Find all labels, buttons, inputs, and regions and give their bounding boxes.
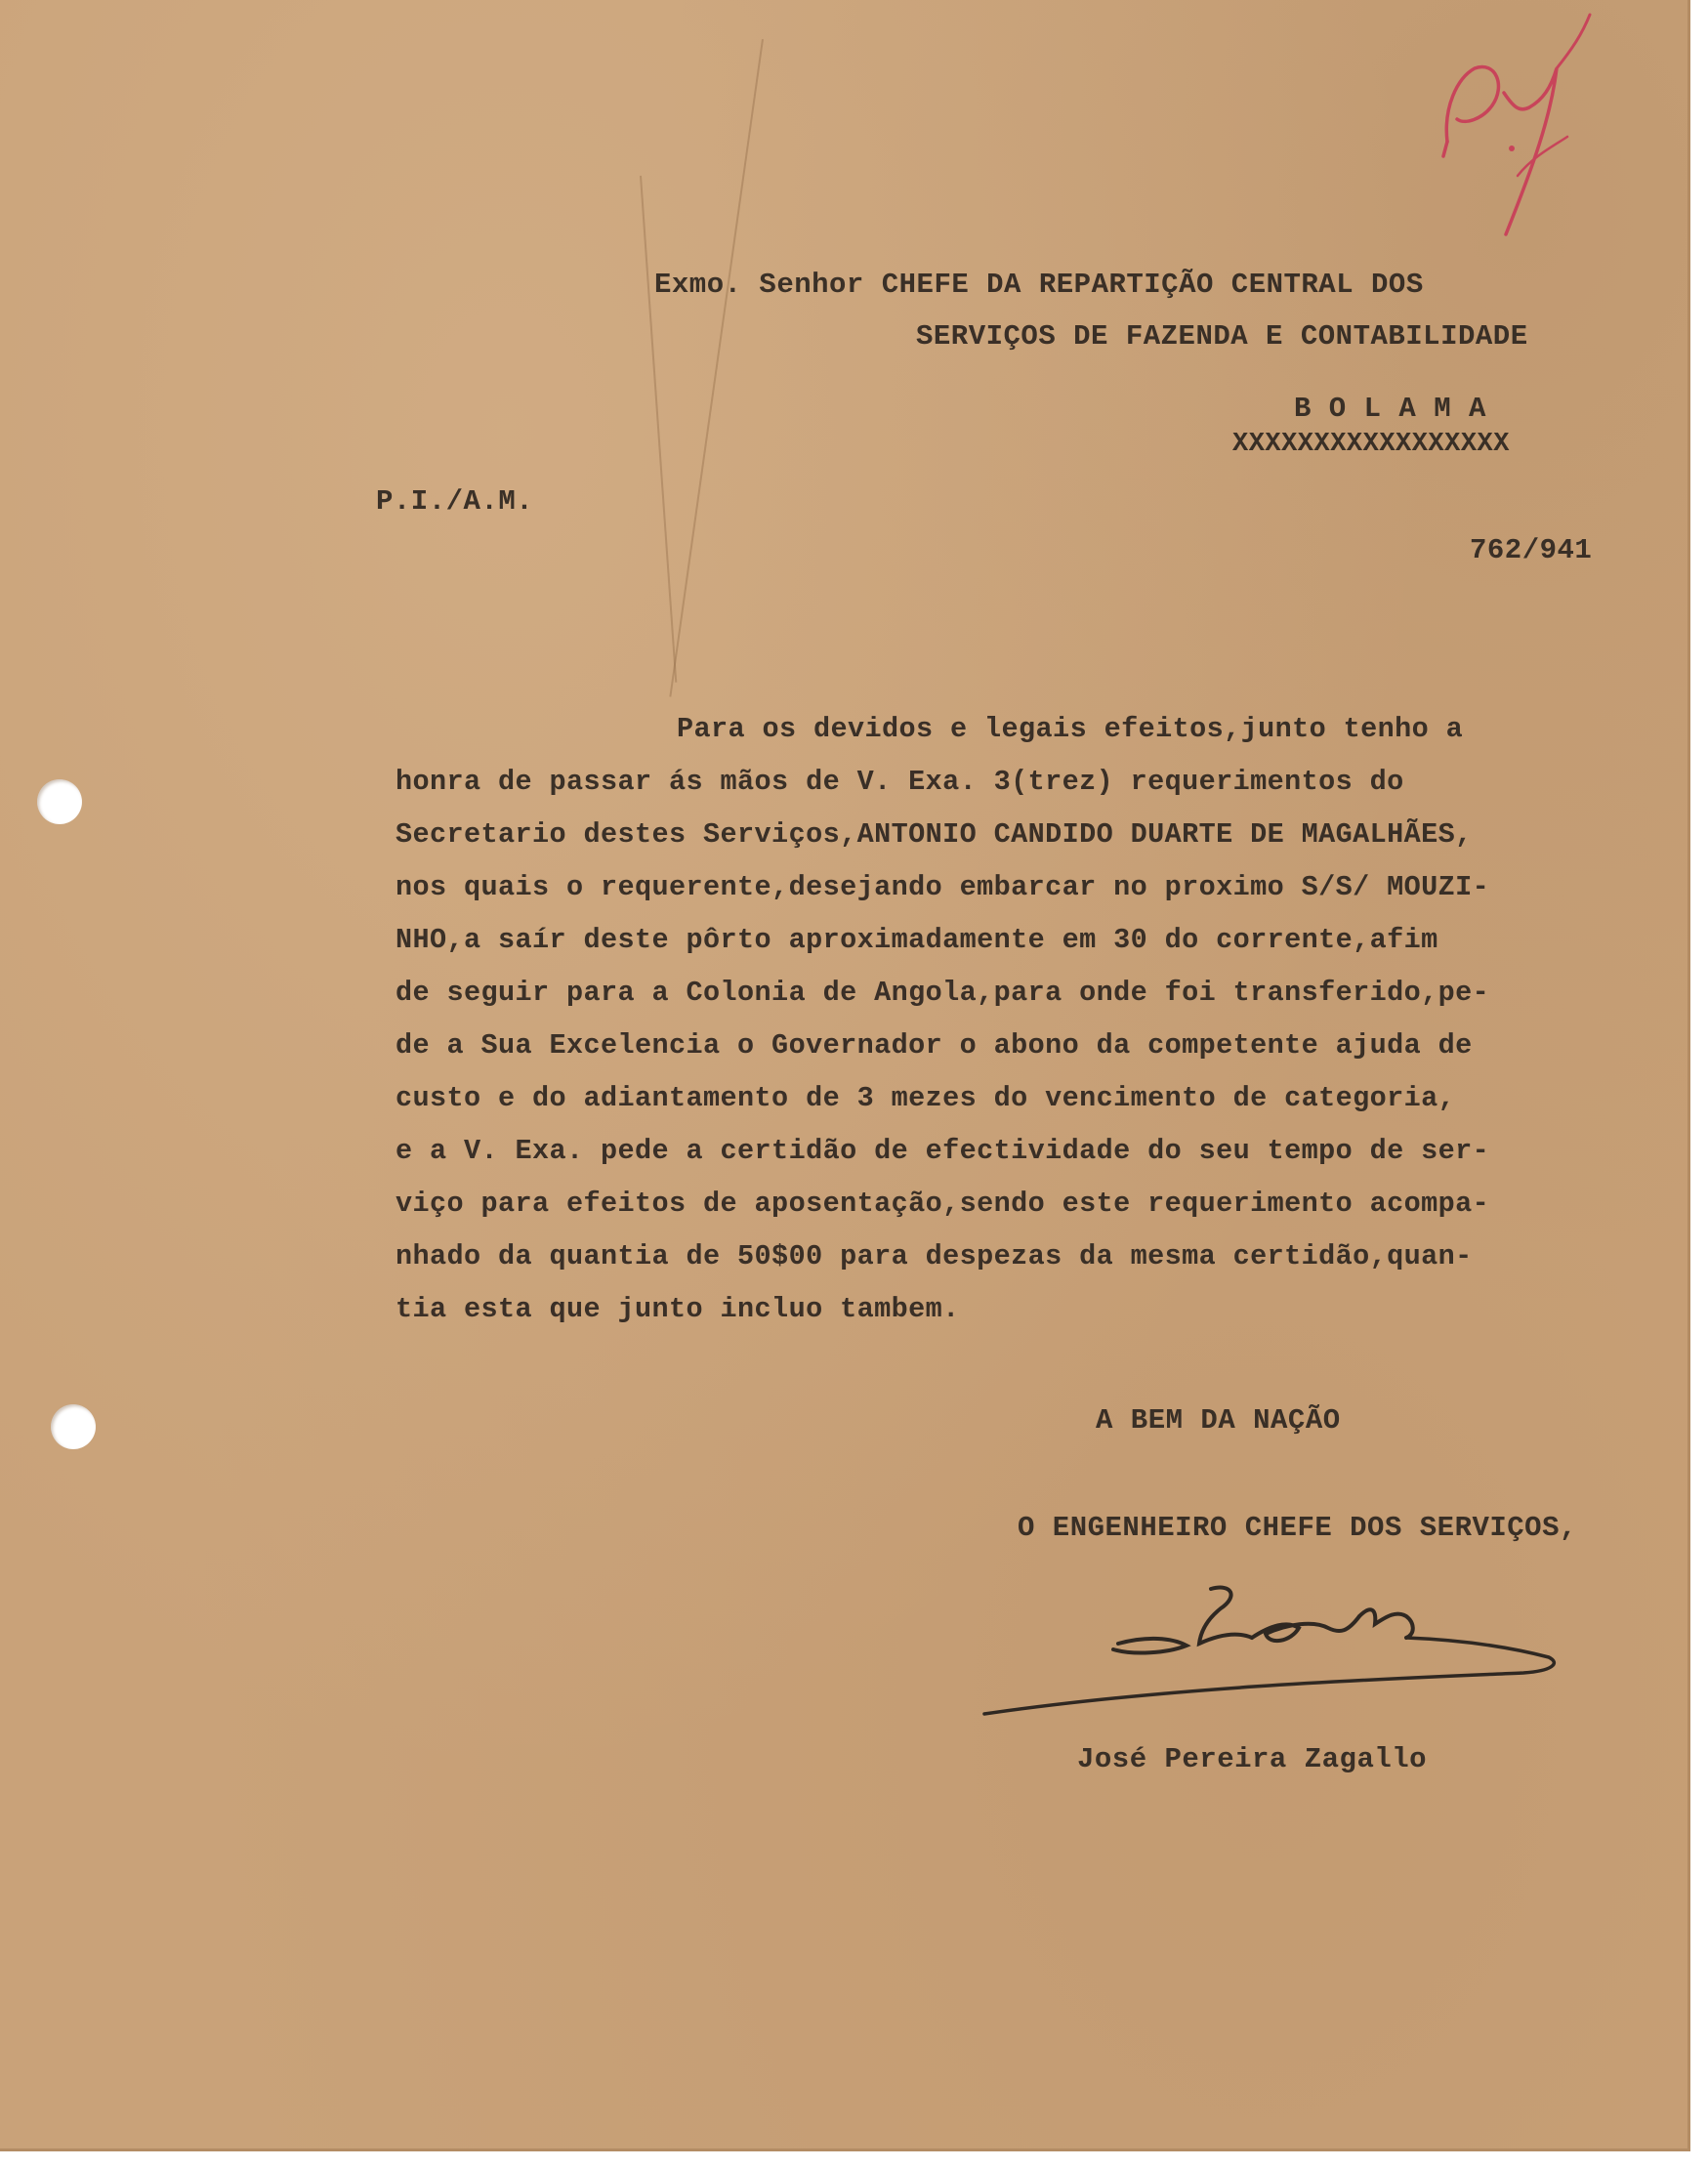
struck-out-text: XXXXXXXXXXXXXXXXX bbox=[1232, 430, 1510, 459]
signatory-name: José Pereira Zagallo bbox=[1077, 1743, 1428, 1775]
signature bbox=[977, 1577, 1562, 1724]
body-line: honra de passar ás mãos de V. Exa. 3(trez) requerimentos do bbox=[396, 766, 1404, 798]
signature-stroke bbox=[1199, 1588, 1252, 1644]
initials-mark bbox=[1436, 10, 1602, 244]
paper-crease bbox=[669, 39, 764, 697]
body-line: custo e do adiantamento de 3 mezes do vencimento de categoria, bbox=[396, 1082, 1456, 1114]
body-line: de seguir para a Colonia de Angola,para onde foi transferido,pe- bbox=[396, 977, 1490, 1009]
initials-stroke bbox=[1504, 68, 1557, 234]
body-line: e a V. Exa. pede a certidão de efectividade do seu tempo de ser- bbox=[396, 1135, 1490, 1167]
initials-stroke bbox=[1443, 142, 1447, 156]
body-line: Secretario destes Serviços,ANTONIO CANDIDO DUARTE DE MAGALHÃES, bbox=[396, 818, 1473, 851]
punch-hole-top bbox=[37, 779, 82, 824]
body-line: viço para efeitos de aposentação,sendo este requerimento acompa- bbox=[396, 1188, 1490, 1220]
addressee-line-2: SERVIÇOS DE FAZENDA E CONTABILIDADE bbox=[916, 320, 1528, 353]
signature-stroke bbox=[1252, 1616, 1359, 1641]
signature-stroke bbox=[1359, 1609, 1413, 1638]
initials-dot bbox=[1509, 146, 1515, 151]
initials-stroke bbox=[1518, 137, 1567, 176]
signature-stroke bbox=[984, 1638, 1554, 1714]
initials-stroke bbox=[1557, 15, 1590, 68]
city-name: B O L A M A bbox=[1294, 393, 1486, 425]
punch-hole-bottom bbox=[51, 1404, 96, 1449]
body-line: nos quais o requerente,desejando embarcar no proximo S/S/ MOUZI- bbox=[396, 871, 1490, 903]
body-line: NHO,a saír deste pôrto aproximadamente em 30 do corrente,afim bbox=[396, 924, 1438, 956]
signature-stroke bbox=[1113, 1639, 1187, 1653]
signatory-title: O ENGENHEIRO CHEFE DOS SERVIÇOS, bbox=[1018, 1512, 1577, 1544]
closing-salutation: A BEM DA NAÇÃO bbox=[1096, 1404, 1341, 1437]
body-line: Para os devidos e legais efeitos,junto tenho a bbox=[677, 713, 1464, 745]
letter-body bbox=[396, 703, 1489, 1336]
initials-stroke bbox=[1446, 67, 1498, 142]
body-line: tia esta que junto incluo tambem. bbox=[396, 1293, 960, 1325]
document-number: 762/941 bbox=[1470, 534, 1593, 566]
addressee-line-1: Exmo. Senhor CHEFE DA REPARTIÇÃO CENTRAL DOS bbox=[654, 269, 1424, 301]
reference-code: P.I./A.M. bbox=[376, 485, 534, 518]
body-line: de a Sua Excelencia o Governador o abono da competente ajuda de bbox=[396, 1029, 1473, 1062]
body-line: nhado da quantia de 50$00 para despezas da mesma certidão,quan- bbox=[396, 1240, 1473, 1272]
paper-crease bbox=[640, 176, 677, 683]
